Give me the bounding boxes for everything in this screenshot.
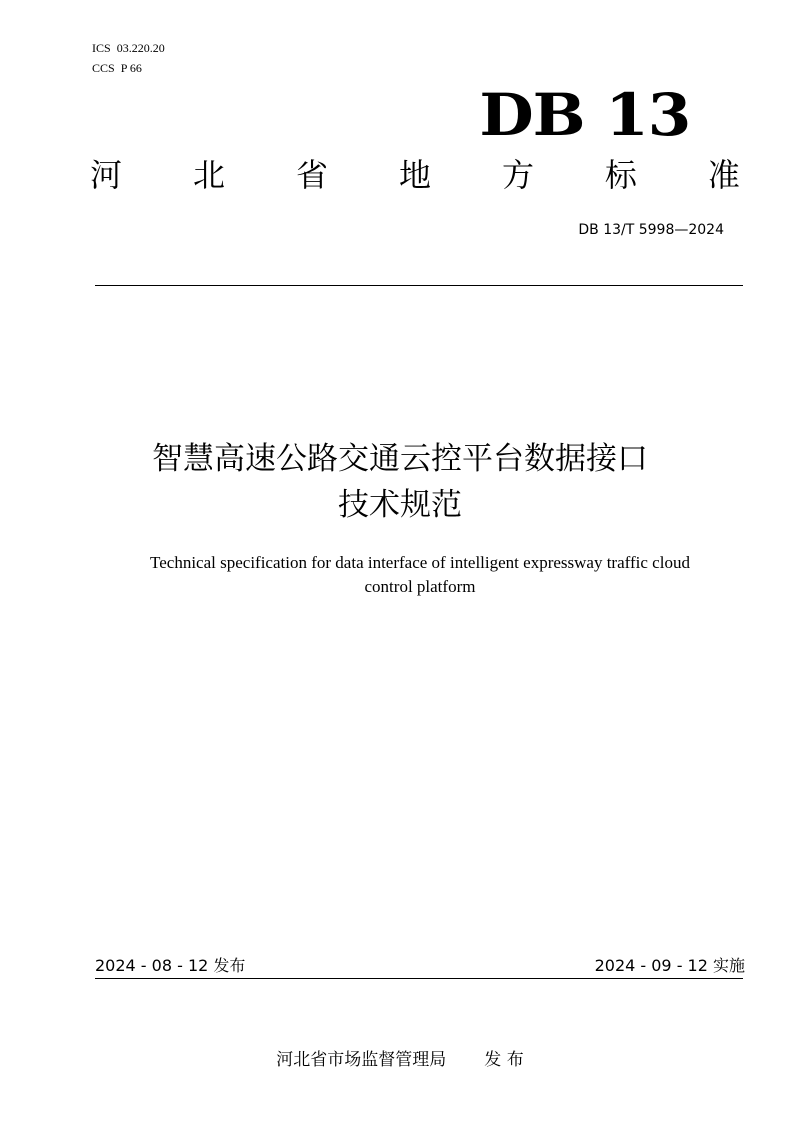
english-title-line: Technical specification for data interface of intelligent expressway traffic cloud	[150, 553, 690, 572]
db13-logo: DB 13	[479, 81, 690, 149]
classification-codes	[92, 38, 165, 78]
publisher	[0, 1048, 800, 1072]
title-char: 北	[192, 156, 225, 194]
standard-number: DB 13/T 5998—2024	[578, 222, 724, 238]
province-standard-title	[90, 152, 740, 202]
ccs-row	[92, 58, 165, 78]
top-divider	[95, 285, 743, 286]
title-char: 省	[295, 156, 328, 194]
english-title	[90, 551, 750, 599]
title-char: 标	[604, 156, 637, 194]
title-char: 方	[501, 156, 534, 194]
english-title-line: control platform	[364, 577, 476, 596]
chinese-title	[40, 436, 760, 528]
implement-date: 2024 - 09 - 12 实施	[594, 956, 745, 975]
title-char: 河	[90, 156, 123, 194]
chinese-title-line: 智慧高速公路交通云控平台数据接口	[152, 441, 648, 477]
issue-date: 2024 - 08 - 12 发布	[95, 956, 246, 975]
title-char: 准	[707, 156, 740, 194]
ics-label: ICS	[92, 41, 111, 55]
bottom-divider	[95, 978, 743, 979]
title-char: 地	[398, 156, 431, 194]
ccs-value: P 66	[120, 61, 142, 75]
publisher-name: 河北省市场监督管理局	[276, 1050, 447, 1070]
chinese-title-line: 技术规范	[338, 487, 462, 523]
ccs-label: CCS	[92, 61, 115, 75]
ics-value: 03.220.20	[116, 41, 165, 55]
ics-row	[92, 38, 165, 58]
publisher-action: 发 布	[484, 1050, 524, 1070]
